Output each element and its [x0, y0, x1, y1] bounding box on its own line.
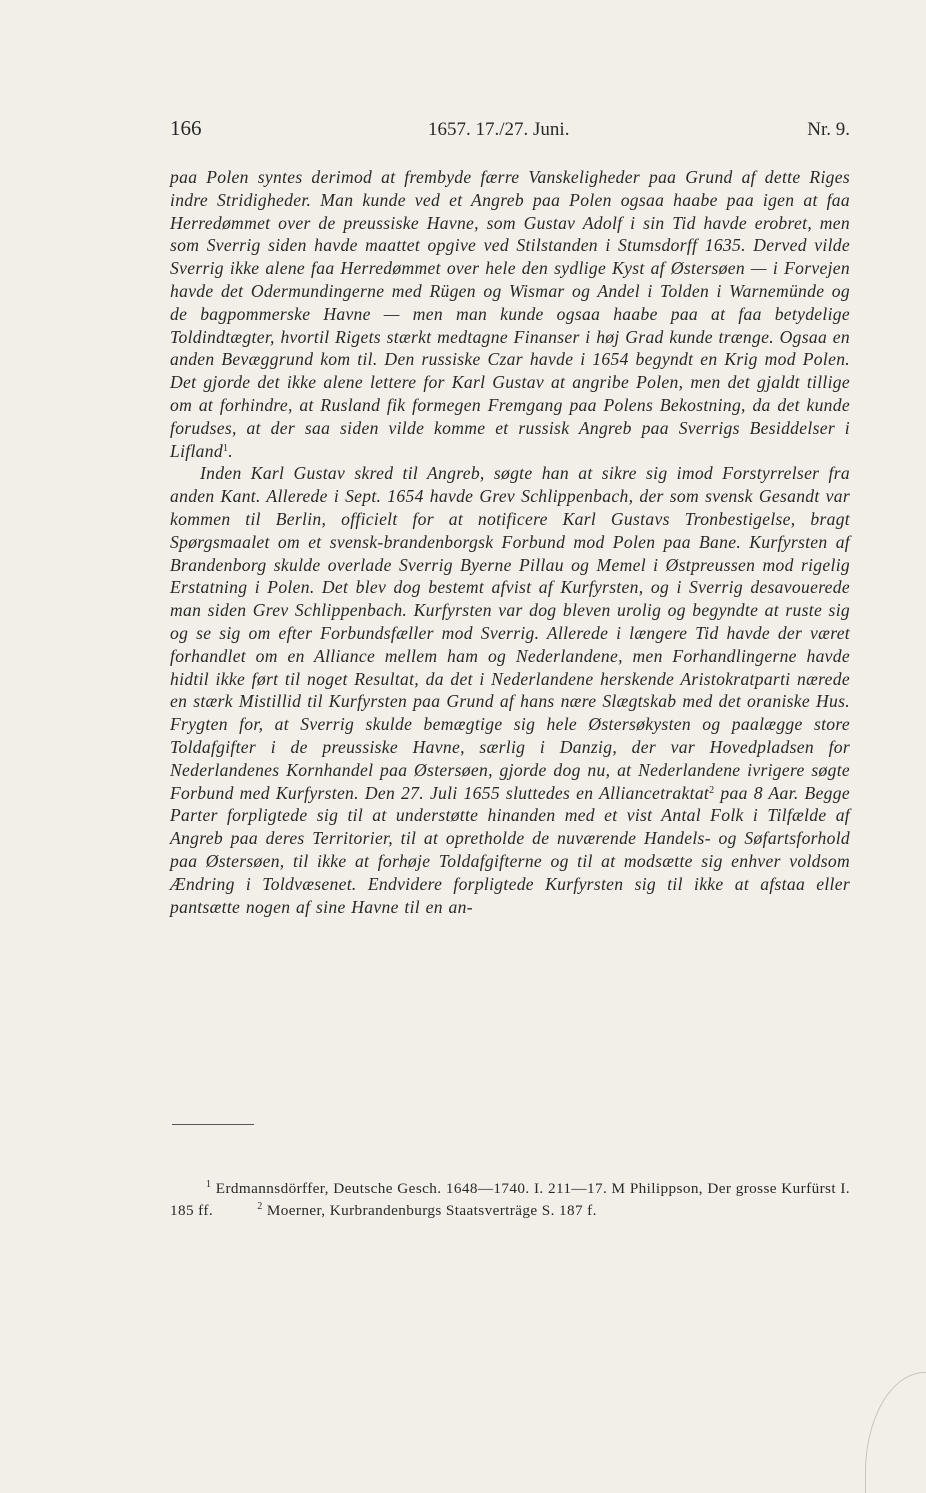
footnote-text: Moerner, Kurbrandenburgs Staatsverträge S. 187 f.	[266, 1202, 597, 1220]
page-corner-curl	[865, 1372, 926, 1493]
footnote-block	[170, 1178, 850, 1223]
paragraph-text: paa Polen syntes derimod at frembyde færre Vanskeligheder paa Grund af dette Riges indre Stridigheder. Man kunde ved et Angreb paa Polen ogsaa haabe paa igen at faa Herredømmet over de preussiske Havne, som Gustav Adolf i sin Tid havde erobret, men som Sverrig siden havde maattet opgive ved Stilstanden i Stumsdorff 1635. Derved vilde Sverrig ikke alene faa Herredømmet over hele den sydlige Kyst af Østersøen — i Forvejen havde det Odermundingerne med Rügen og Wismar og Andel i Tolden i Warnemünde og de bagpommerske Havne — men man kunde ogsaa haabe paa at faa betydelige Toldindtægter, hvortil Rigets stærkt medtagne Finanser i høj Grad kunde trænge. Ogsaa en anden Bevæggrund kom til. Den russiske Czar havde i 1654 begyndt en Krig mod Polen. Det gjorde det ikke alene lettere for Karl Gustav at angribe Polen, men det gjaldt tillige om at forhindre, at Rusland fik formegen Fremgang paa Polens Bekostning, da det kunde forudses, at der saa siden vilde komme et russisk Angreb paa Sverrigs Besiddelser i Lifland	[170, 167, 850, 461]
footnote-2	[257, 1202, 597, 1219]
paragraph	[170, 166, 850, 462]
paragraph-text: Inden Karl Gustav skred til Angreb, søgte han at sikre sig imod Forstyrrelser fra anden Kant. Allerede i Sept. 1654 havde Grev Schlippenbach, der som svensk Gesandt var kommen til Berlin, officielt for at notificere Karl Gustavs Tronbestigelse, bragt Spørgsmaalet om et svensk-brandenborgsk Forbund mod Polen paa Bane. Kurfyrsten af Brandenborg skulde overlade Sverrig Byerne Pillau og Memel i Østpreussen mod rigelig Erstatning i Polen. Det blev dog bestemt afvist af Kurfyrsten, og i Sverrig desavouerede man siden Grev Schlippenbach. Kurfyrsten var dog bleven urolig og begyndte at ruste sig og se sig om efter Forbundsfæller mod Sverrig. Allerede i længere Tid havde der været forhandlet om en Alliance mellem ham og Nederlandene, men Forhandlingerne havde hidtil ikke ført til noget Resultat, da det i Nederlandene herskende Aristokratparti nærede en stærk Mistillid til Kurfyrsten paa Grund af hans nære Slægtskab med det oraniske Hus. Frygten for, at Sverrig skulde bemægtige sig hele Østersøkysten og paalægge store Toldafgifter i de preussiske Havne, særlig i Danzig, der var Hovedpladsen for Nederlandenes Kornhandel paa Østersøen, gjorde dog nu, at Nederlandene ivrigere søgte Forbund med Kurfyrsten. Den 27. Juli 1655 sluttedes en Alliancetraktat	[170, 463, 850, 803]
footnote-divider	[172, 1124, 254, 1125]
page-number: 166	[170, 116, 202, 140]
main-text	[170, 166, 850, 918]
footnote-text: Erdmannsdörffer, Deutsche Gesch. 1648—1740. I. 211—17. M Philippson, Der grosse Kurfürst I. 185 ff.	[170, 1180, 850, 1220]
footnote-reference: 1	[222, 442, 229, 454]
paragraph-text: .	[228, 440, 233, 461]
footnote-marker: 1	[206, 1179, 212, 1190]
paragraph	[170, 462, 850, 918]
running-head: 1657. 17./27. Juni.	[428, 119, 570, 140]
footnote-marker: 2	[257, 1201, 263, 1213]
document-number: Nr. 9.	[807, 119, 850, 140]
footnote-reference: 2	[709, 784, 715, 796]
footnotes	[170, 1178, 850, 1223]
paragraph-text: paa 8 Aar. Begge Parter forpligtede sig til at understøtte hinanden med et vist Antal Folk i Tilfælde af Angreb paa deres Territorier, til at opretholde de nuværende Handels- og Søfartsforhold paa Østersøen, til ikke at forhøje Toldafgifterne og til at modsætte sig enhver voldsom Ændring i Toldvæsenet. Endvidere forpligtede Kurfyrsten sig til ikke at afstaa eller pantsætte nogen af sine Havne til en an-	[170, 782, 850, 917]
page-header	[170, 116, 850, 146]
